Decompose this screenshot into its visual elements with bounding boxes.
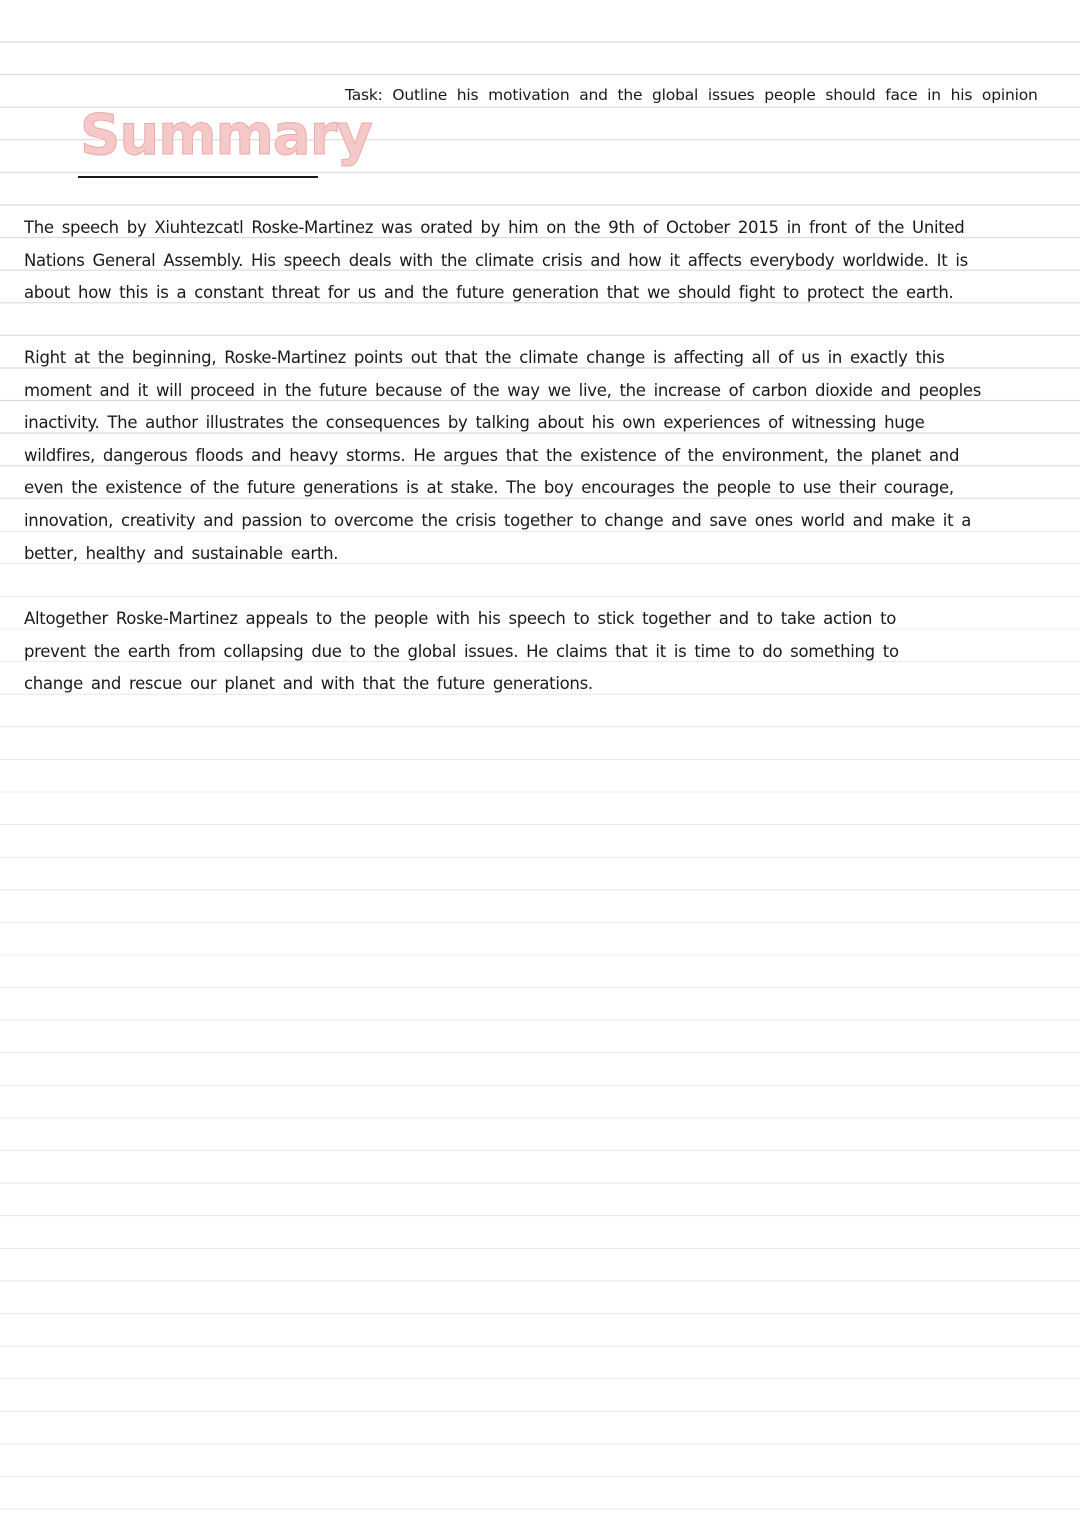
summary-title: Summary [80, 103, 372, 168]
task-prompt: Task: Outline his motivation and the global issues people should face in his opinion [345, 86, 1038, 104]
title-underline [78, 176, 318, 178]
paragraph-intro: The speech by Xiuhtezcatl Roske-Martinez was orated by him on the 9th of October 2015 in front of the United Nations General Assembly. His speech deals with the climate crisis and how it affects everybody worldwide. It is about how this is a constant threat for us and the future generation that we should fight to protect the earth. [24, 218, 968, 303]
paragraph-body: Right at the beginning, Roske-Martinez points out that the climate change is affecting all of us in exactly this moment and it will proceed in the future because of the way we live, the increase of carbon dioxide and peoples inactivity. The author illustrates the consequences by talking about his own experiences of witnessing huge wildfires, dangerous floods and heavy storms. He argues that the existence of the environment, the planet and even the existence of the future generations is at stake. The boy encourages the people to use their courage, innovation, creativity and passion to overcome the crisis together to change and save ones world and make it a better, healthy and sustainable earth. [24, 348, 982, 563]
paragraph-conclusion: Altogether Roske-Martinez appeals to the people with his speech to stick together and to take action to prevent the earth from collapsing due to the global issues. He claims that it is time to do something to change and rescue our planet and with that the future generations. [24, 609, 899, 694]
